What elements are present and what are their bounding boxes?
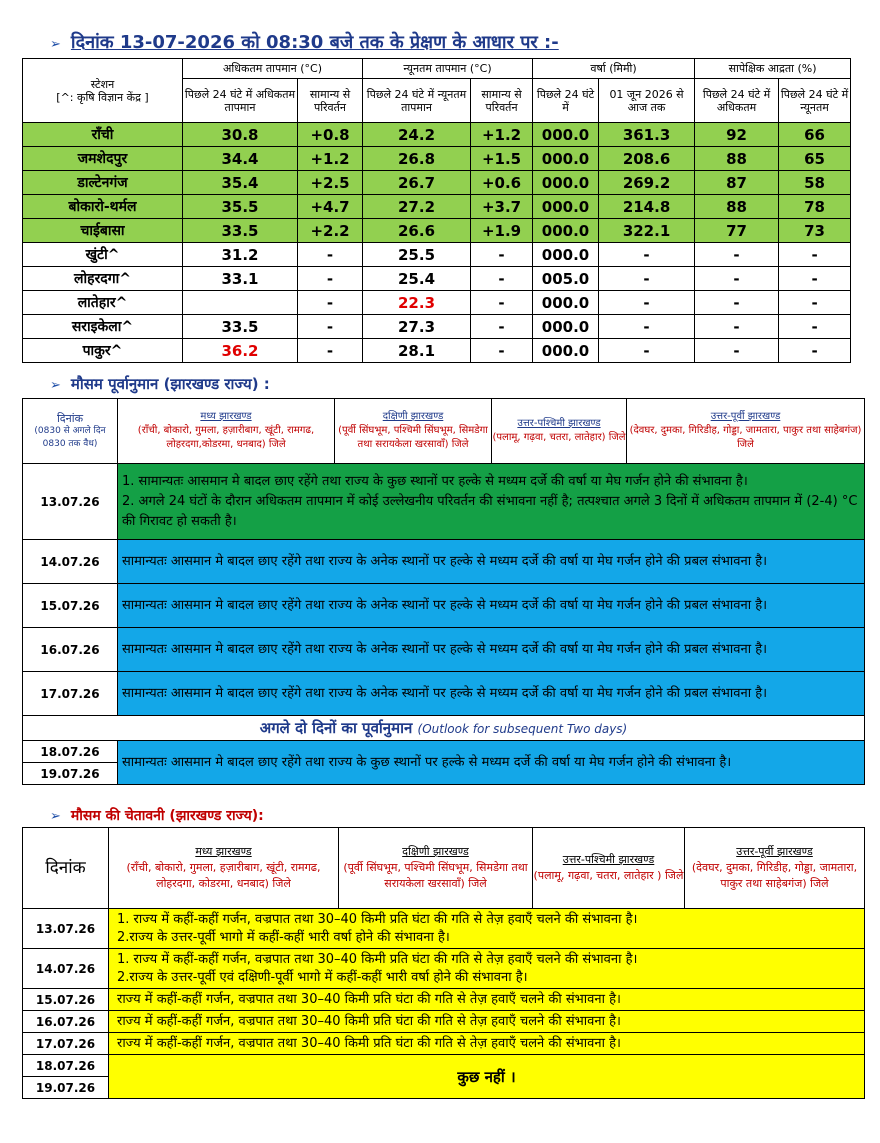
obs-value: +1.2 xyxy=(471,123,533,147)
obs-value: 33.1 xyxy=(183,267,298,291)
forecast-date: 13.07.26 xyxy=(23,464,118,540)
station-row xyxy=(23,219,851,243)
obs-value: - xyxy=(779,243,851,267)
obs-value: 000.0 xyxy=(533,219,599,243)
station-row xyxy=(23,195,851,219)
obs-value: - xyxy=(779,267,851,291)
station-name: लोहरदगा^ xyxy=(23,267,183,291)
obs-value: 88 xyxy=(695,195,779,219)
obs-value: 92 xyxy=(695,123,779,147)
obs-value: 33.5 xyxy=(183,219,298,243)
obs-value: - xyxy=(599,339,695,363)
warning-body xyxy=(23,909,865,1099)
station-name: राँची xyxy=(23,123,183,147)
forecast-line: सामान्यतः आसमान मे बादल छाए रहेंगे तथा राज्य के अनेक स्थानों पर हल्के से मध्यम दर्जे की वर्षा या मेघ गर्जन होने की प्रबल संभावना है। xyxy=(122,553,768,569)
region-header: उत्तर-पूर्वी झारखण्ड (देवघर, दुमका, गिरिडीह, गोड्डा, जामतारा, पाकुर तथा साहेबगंज) जिले xyxy=(627,399,865,464)
warning-text xyxy=(109,949,865,989)
obs-value: - xyxy=(471,243,533,267)
region-header: दक्षिणी झारखण्ड (पूर्वी सिंघभूम, पश्चिमी सिंघभूम, सिमडेगा तथा सरायकेला खरसावाँ) जिले xyxy=(339,828,533,909)
warning-text xyxy=(109,909,865,949)
region-header: मध्य झारखण्ड (राँची, बोकारो, गुमला, हज़ारीबाग, खूंटी, रामगढ, लोहरदगा,कोडरमा, धनबाद) जिले xyxy=(118,399,335,464)
outlook-english: (Outlook for subsequent Two days) xyxy=(417,722,628,736)
obs-value: 88 xyxy=(695,147,779,171)
obs-value: +3.7 xyxy=(471,195,533,219)
outlook-date: 19.07.26 xyxy=(23,763,118,785)
obs-value: 27.3 xyxy=(363,315,471,339)
station-name: सराइकेला^ xyxy=(23,315,183,339)
outlook-heading xyxy=(23,716,865,741)
forecast-row xyxy=(23,628,865,672)
obs-value: +2.2 xyxy=(298,219,363,243)
obs-value: - xyxy=(779,339,851,363)
forecast-body xyxy=(23,464,865,785)
subheader: पिछले 24 घंटे में xyxy=(533,79,599,123)
obs-value: - xyxy=(298,243,363,267)
forecast-date: 16.07.26 xyxy=(23,628,118,672)
subheader: पिछले 24 घंटे में न्यूनतम तापमान xyxy=(363,79,471,123)
obs-value: 361.3 xyxy=(599,123,695,147)
obs-value: 78 xyxy=(779,195,851,219)
obs-value: 322.1 xyxy=(599,219,695,243)
obs-value: - xyxy=(471,291,533,315)
obs-value: +0.8 xyxy=(298,123,363,147)
obs-value: +1.9 xyxy=(471,219,533,243)
obs-value: +1.2 xyxy=(298,147,363,171)
forecast-line: सामान्यतः आसमान मे बादल छाए रहेंगे तथा राज्य के अनेक स्थानों पर हल्के से मध्यम दर्जे की वर्षा या मेघ गर्जन होने की प्रबल संभावना है। xyxy=(122,685,768,701)
group-header: वर्षा (मिमी) xyxy=(533,59,695,79)
warning-date: 19.07.26 xyxy=(23,1077,109,1099)
obs-value: - xyxy=(599,243,695,267)
obs-value: 35.4 xyxy=(183,171,298,195)
warning-line: राज्य में कहीं-कहीं गर्जन, वज्रपात तथा 30–40 किमी प्रति घंटा की गति से तेज़ हवाएँ चलने की संभावना है। xyxy=(117,991,621,1007)
warning-row xyxy=(23,909,865,949)
outlook-date-row xyxy=(23,741,865,763)
obs-value: - xyxy=(695,267,779,291)
warning-line: 1. राज्य में कहीं-कहीं गर्जन, वज्रपात तथा 30–40 किमी प्रति घंटा की गति से तेज़ हवाएँ चलने की संभावना है। xyxy=(117,951,638,967)
station-row xyxy=(23,147,851,171)
forecast-title: मौसम पूर्वानुमान (झारखण्ड राज्य) : xyxy=(70,375,270,393)
subheader: 01 जून 2026 से आज तक xyxy=(599,79,695,123)
forecast-row xyxy=(23,464,865,540)
obs-value: - xyxy=(599,267,695,291)
forecast-text xyxy=(118,628,865,672)
region-header: उत्तर-पूर्वी झारखण्ड (देवघर, दुमका, गिरिडीह, गोड्डा, जामतारा, पाकुर तथा साहेबगंज) जिले xyxy=(685,828,865,909)
station-name: पाकुर^ xyxy=(23,339,183,363)
obs-value: 000.0 xyxy=(533,171,599,195)
observation-table xyxy=(22,58,851,363)
warning-line: राज्य में कहीं-कहीं गर्जन, वज्रपात तथा 30–40 किमी प्रति घंटा की गति से तेज़ हवाएँ चलने की संभावना है। xyxy=(117,1035,621,1051)
obs-value: - xyxy=(779,315,851,339)
station-name: लातेहार^ xyxy=(23,291,183,315)
obs-value: - xyxy=(298,339,363,363)
arrow-bullet-icon: ➢ xyxy=(50,378,61,393)
obs-value: 36.2 xyxy=(183,339,298,363)
forecast-heading xyxy=(50,374,270,394)
obs-body xyxy=(23,123,851,363)
obs-value: 22.3 xyxy=(363,291,471,315)
subheader: पिछले 24 घंटे में न्यूनतम xyxy=(779,79,851,123)
warning-text xyxy=(109,989,865,1011)
obs-value: 000.0 xyxy=(533,339,599,363)
obs-header-row xyxy=(23,59,851,79)
obs-value: 26.6 xyxy=(363,219,471,243)
arrow-bullet-icon: ➢ xyxy=(50,37,61,52)
forecast-text xyxy=(118,584,865,628)
outlook-hindi: अगले दो दिनों का पूर्वानुमान xyxy=(259,719,413,737)
obs-value: 000.0 xyxy=(533,195,599,219)
forecast-row xyxy=(23,672,865,716)
obs-value: - xyxy=(779,291,851,315)
obs-value: - xyxy=(298,291,363,315)
station-row xyxy=(23,315,851,339)
warning-row xyxy=(23,949,865,989)
forecast-header-row xyxy=(23,399,865,464)
station-name: चाईबासा xyxy=(23,219,183,243)
station-row xyxy=(23,339,851,363)
station-name: खुंटी^ xyxy=(23,243,183,267)
obs-value: 208.6 xyxy=(599,147,695,171)
forecast-date: 17.07.26 xyxy=(23,672,118,716)
subheader: पिछले 24 घंटे में अधिकतम तापमान xyxy=(183,79,298,123)
obs-value: - xyxy=(695,243,779,267)
obs-value: +1.5 xyxy=(471,147,533,171)
warning-date: 13.07.26 xyxy=(23,909,109,949)
warning-header-row xyxy=(23,828,865,909)
obs-value: 25.5 xyxy=(363,243,471,267)
obs-value: 35.5 xyxy=(183,195,298,219)
subheader: सामान्य से परिवर्तन xyxy=(471,79,533,123)
warning-heading xyxy=(50,806,264,825)
obs-value: - xyxy=(695,315,779,339)
obs-value: 28.1 xyxy=(363,339,471,363)
obs-value: +2.5 xyxy=(298,171,363,195)
obs-value: 000.0 xyxy=(533,315,599,339)
forecast-date-header: दिनांक (0830 से अगले दिन 0830 तक वैध) xyxy=(23,399,118,464)
obs-value: 31.2 xyxy=(183,243,298,267)
warning-row xyxy=(23,1033,865,1055)
obs-value: 30.8 xyxy=(183,123,298,147)
station-row xyxy=(23,171,851,195)
obs-value: +0.6 xyxy=(471,171,533,195)
group-header: सापेक्षिक आद्रता (%) xyxy=(695,59,851,79)
obs-value: 000.0 xyxy=(533,291,599,315)
obs-value: 25.4 xyxy=(363,267,471,291)
obs-value: 77 xyxy=(695,219,779,243)
warning-row xyxy=(23,1055,865,1077)
warning-date-header: दिनांक xyxy=(23,828,109,909)
warning-row xyxy=(23,1011,865,1033)
obs-value: - xyxy=(298,267,363,291)
station-header: स्टेशन [^: कृषि विज्ञान केंद्र ] xyxy=(23,59,183,123)
obs-value: 34.4 xyxy=(183,147,298,171)
warning-line: 2.राज्य के उत्तर-पूर्वी भागो में कहीं-कहीं भारी वर्षा होने की संभावना है। xyxy=(117,929,450,945)
warning-date: 14.07.26 xyxy=(23,949,109,989)
warning-table xyxy=(22,827,865,1099)
warning-text xyxy=(109,1033,865,1055)
warning-date: 18.07.26 xyxy=(23,1055,109,1077)
warning-text xyxy=(109,1011,865,1033)
station-name: डाल्टेनगंज xyxy=(23,171,183,195)
obs-value: - xyxy=(471,267,533,291)
forecast-date: 15.07.26 xyxy=(23,584,118,628)
region-header: उत्तर-पश्चिमी झारखण्ड (पलामू, गढ़वा, चतरा, लातेहार ) जिले xyxy=(533,828,685,909)
obs-value: 005.0 xyxy=(533,267,599,291)
obs-value: 000.0 xyxy=(533,147,599,171)
group-header: न्यूनतम तापमान (°C) xyxy=(363,59,533,79)
observation-heading xyxy=(50,30,559,54)
obs-value: 000.0 xyxy=(533,243,599,267)
region-header: उत्तर-पश्चिमी झारखण्ड (पलामू, गढ़वा, चतरा, लातेहार) जिले xyxy=(492,399,627,464)
warning-date: 17.07.26 xyxy=(23,1033,109,1055)
obs-value: - xyxy=(695,291,779,315)
warning-date: 16.07.26 xyxy=(23,1011,109,1033)
subheader: पिछले 24 घंटे में अधिकतम xyxy=(695,79,779,123)
outlook-date: 18.07.26 xyxy=(23,741,118,763)
obs-value: 26.8 xyxy=(363,147,471,171)
obs-value: 269.2 xyxy=(599,171,695,195)
warning-date: 15.07.26 xyxy=(23,989,109,1011)
obs-value: - xyxy=(599,291,695,315)
region-header: मध्य झारखण्ड (राँची, बोकारो, गुमला, हज़ारीबाग, खूंटी, रामगढ, लोहरदगा, कोडरमा, धनबाद) जिले xyxy=(109,828,339,909)
warning-line: 1. राज्य में कहीं-कहीं गर्जन, वज्रपात तथा 30–40 किमी प्रति घंटा की गति से तेज़ हवाएँ चलने की संभावना है। xyxy=(117,911,638,927)
region-header: दक्षिणी झारखण्ड (पूर्वी सिंघभूम, पश्चिमी सिंघभूम, सिमडेगा तथा सरायकेला खरसावाँ) जिले xyxy=(335,399,492,464)
warning-title: मौसम की चेतावनी (झारखण्ड राज्य): xyxy=(70,808,264,824)
warning-line: राज्य में कहीं-कहीं गर्जन, वज्रपात तथा 30–40 किमी प्रति घंटा की गति से तेज़ हवाएँ चलने की संभावना है। xyxy=(117,1013,621,1029)
arrow-bullet-icon: ➢ xyxy=(50,809,61,824)
forecast-line: 2. अगले 24 घंटों के दौरान अधिकतम तापमान में कोई उल्लेखनीय परिवर्तन की संभावना नहीं है; तत्पश्चात अगले 3 दिनों में अधिकतम तापमान में (2-4) °C की गिरावट हो सकती है। xyxy=(122,493,858,529)
obs-value: +4.7 xyxy=(298,195,363,219)
observation-title: दिनांक 13-07-2026 को 08:30 बजे तक के प्रेक्षण के आधार पर :- xyxy=(70,32,559,53)
obs-value: 87 xyxy=(695,171,779,195)
outlook-row xyxy=(23,716,865,741)
station-row xyxy=(23,267,851,291)
forecast-row xyxy=(23,540,865,584)
obs-value: 000.0 xyxy=(533,123,599,147)
forecast-row xyxy=(23,584,865,628)
obs-value: - xyxy=(298,315,363,339)
obs-value: 58 xyxy=(779,171,851,195)
forecast-date: 14.07.26 xyxy=(23,540,118,584)
obs-value: - xyxy=(471,339,533,363)
forecast-line: सामान्यतः आसमान मे बादल छाए रहेंगे तथा राज्य के अनेक स्थानों पर हल्के से मध्यम दर्जे की वर्षा या मेघ गर्जन होने की प्रबल संभावना है। xyxy=(122,597,768,613)
obs-value: 214.8 xyxy=(599,195,695,219)
forecast-text xyxy=(118,672,865,716)
station-row xyxy=(23,291,851,315)
subheader: सामान्य से परिवर्तन xyxy=(298,79,363,123)
obs-value: 66 xyxy=(779,123,851,147)
forecast-line: 1. सामान्यतः आसमान मे बादल छाए रहेंगे तथा राज्य के कुछ स्थानों पर हल्के से मध्यम दर्जे की वर्षा या मेघ गर्जन होने की संभावना है। xyxy=(122,473,748,489)
warning-line: 2.राज्य के उत्तर-पूर्वी एवं दक्षिणी-पूर्वी भागो में कहीं-कहीं भारी वर्षा होने की संभावना है। xyxy=(117,969,528,985)
station-name: जमशेदपुर xyxy=(23,147,183,171)
forecast-text xyxy=(118,464,865,540)
obs-value: 27.2 xyxy=(363,195,471,219)
obs-value: 65 xyxy=(779,147,851,171)
obs-value: 26.7 xyxy=(363,171,471,195)
obs-value: 33.5 xyxy=(183,315,298,339)
no-warning-text: कुछ नहीं । xyxy=(109,1055,865,1099)
obs-value: - xyxy=(599,315,695,339)
obs-value: 73 xyxy=(779,219,851,243)
station-row xyxy=(23,123,851,147)
obs-value: - xyxy=(695,339,779,363)
forecast-line: सामान्यतः आसमान मे बादल छाए रहेंगे तथा राज्य के अनेक स्थानों पर हल्के से मध्यम दर्जे की वर्षा या मेघ गर्जन होने की प्रबल संभावना है। xyxy=(122,641,768,657)
warning-row xyxy=(23,989,865,1011)
group-header: अधिकतम तापमान (°C) xyxy=(183,59,363,79)
obs-value xyxy=(183,291,298,315)
station-row xyxy=(23,243,851,267)
outlook-text: सामान्यतः आसमान मे बादल छाए रहेंगे तथा राज्य के कुछ स्थानों पर हल्के से मध्यम दर्जे की वर्षा या मेघ गर्जन होने की संभावना है। xyxy=(118,741,865,785)
station-name: बोकारो-थर्मल xyxy=(23,195,183,219)
obs-value: 24.2 xyxy=(363,123,471,147)
obs-value: - xyxy=(471,315,533,339)
forecast-text xyxy=(118,540,865,584)
forecast-table xyxy=(22,398,865,785)
